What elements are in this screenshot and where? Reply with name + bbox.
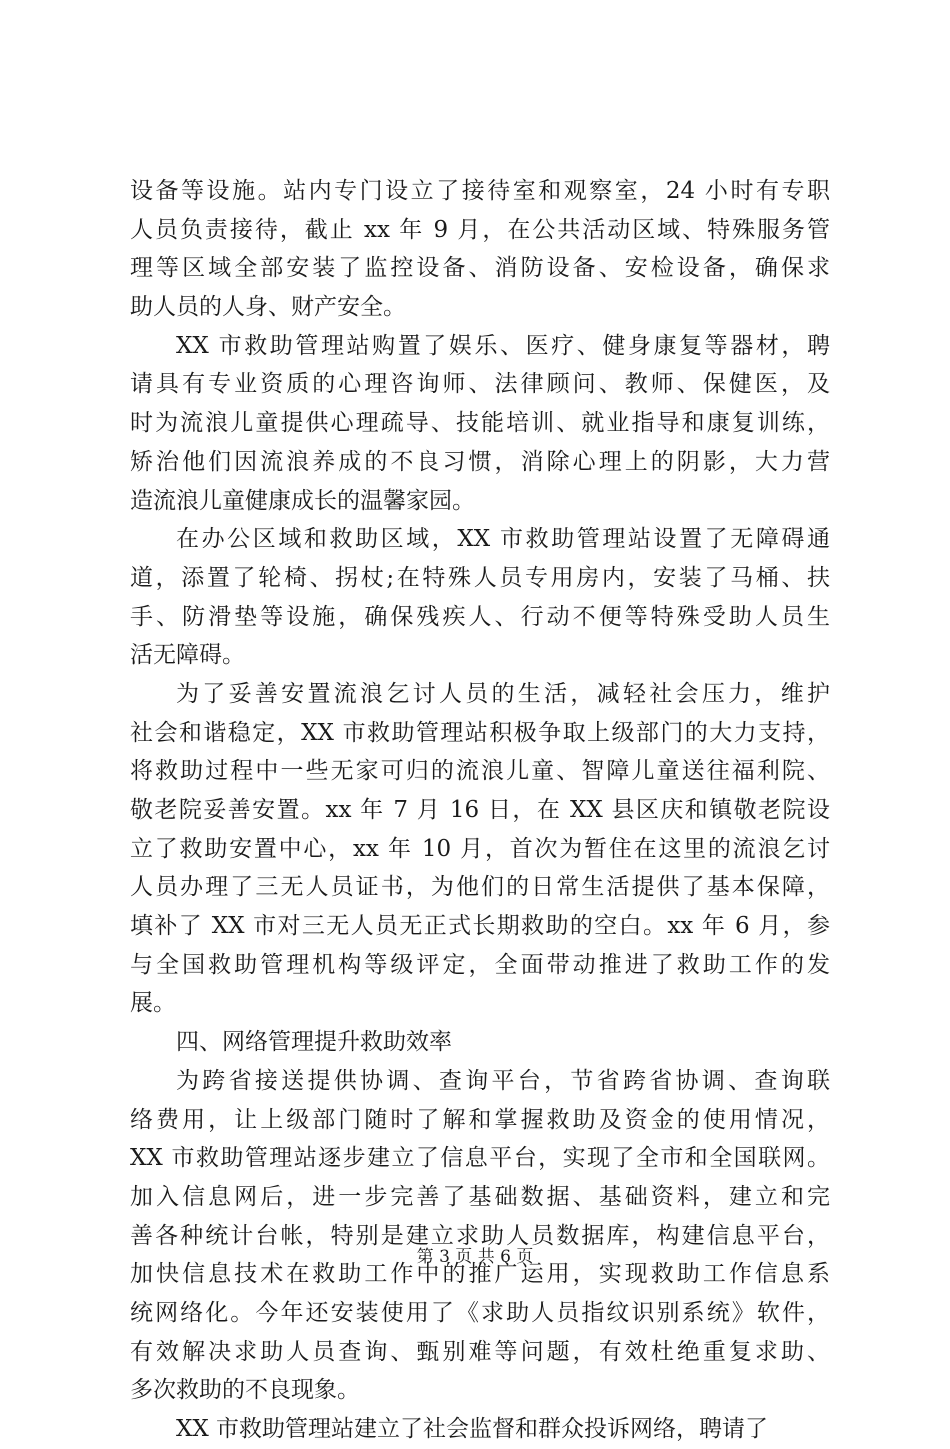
text-line: 造流浪儿童健康成长的温馨家园。 (130, 487, 475, 514)
paragraph (130, 327, 830, 520)
text-line: 请具有专业资质的心理咨询师、法律顾问、教师、保健医，及 (130, 371, 830, 398)
text-line: 设备等设施。站内专门设立了接待室和观察室，24 小时有专职 (130, 178, 830, 204)
text-line: 多次救助的不良现象。 (130, 1377, 360, 1404)
text-line: 统网络化。今年还安装使用了《求助人员指纹识别系统》软件， (130, 1299, 830, 1326)
text-line: 填补了 XX 市对三无人员无正式长期救助的空白。xx 年 6 月，参 (130, 913, 830, 940)
text-line: 与全国救助管理机构等级评定，全面带动推进了救助工作的发 (130, 951, 830, 978)
text-line: 善各种统计台帐，特别是建立求助人员数据库，构建信息平台， (130, 1222, 830, 1249)
page-footer: 第 3 页 共 6 页 (416, 1247, 534, 1267)
text-line: XX 市救助管理站逐步建立了信息平台，实现了全市和全国联网。 (130, 1145, 830, 1172)
text-line: 加入信息网后，进一步完善了基础数据、基础资料，建立和完 (130, 1183, 830, 1210)
text-line: 有效解决求助人员查询、甄别难等问题，有效杜绝重复求助、 (130, 1338, 830, 1365)
paragraph (130, 172, 830, 327)
text-line: 敬老院妥善安置。xx 年 7 月 16 日，在 XX 县区庆和镇敬老院设 (130, 797, 830, 823)
text-line: 矫治他们因流浪养成的不良习惯，消除心理上的阴影，大力营 (130, 448, 830, 475)
text-line: 活无障碍。 (130, 642, 245, 669)
text-line: 展。 (130, 990, 176, 1017)
text-line: 络费用，让上级部门随时了解和掌握救助及资金的使用情况， (130, 1106, 830, 1133)
text-line: XX 市救助管理站建立了社会监督和群众投诉网络，聘请了 (176, 1416, 769, 1442)
text-line: 人员负责接待，截止 xx 年 9 月，在公共活动区域、特殊服务管 (130, 216, 830, 243)
paragraph (130, 520, 830, 675)
paragraph (130, 1062, 830, 1410)
text-line: 时为流浪儿童提供心理疏导、技能培训、就业指导和康复训练， (130, 410, 830, 437)
text-line: 在办公区域和救助区域，XX 市救助管理站设置了无障碍通 (176, 526, 830, 553)
text-line: 人员办理了三无人员证书，为他们的日常生活提供了基本保障， (130, 874, 830, 901)
text-line: 四、网络管理提升救助效率 (176, 1029, 452, 1056)
text-line: XX 市救助管理站购置了娱乐、医疗、健身康复等器材，聘 (176, 332, 830, 359)
text-line: 助人员的人身、财产安全。 (130, 294, 406, 321)
text-line: 为跨省接送提供协调、查询平台，节省跨省协调、查询联 (176, 1067, 830, 1094)
text-line: 立了救助安置中心，xx 年 10 月，首次为暂住在这里的流浪乞讨 (130, 835, 830, 862)
paragraph (130, 1410, 830, 1449)
text-line: 加快信息技术在救助工作中的推广运用，实现救助工作信息系 (130, 1261, 830, 1288)
text-line: 将救助过程中一些无家可归的流浪儿童、智障儿童送往福利院、 (130, 758, 830, 785)
text-line: 为了妥善安置流浪乞讨人员的生活，减轻社会压力，维护 (176, 680, 830, 707)
text-line: 理等区域全部安装了监控设备、消防设备、安检设备，确保求 (130, 255, 830, 282)
text-line: 社会和谐稳定，XX 市救助管理站积极争取上级部门的大力支持， (130, 719, 830, 746)
paragraph (130, 1023, 830, 1062)
text-line: 手、防滑垫等设施，确保残疾人、行动不便等特殊受助人员生 (130, 603, 830, 630)
text-line: 道，添置了轮椅、拐杖;在特殊人员专用房内，安装了马桶、扶 (130, 564, 830, 591)
paragraph (130, 675, 830, 1023)
